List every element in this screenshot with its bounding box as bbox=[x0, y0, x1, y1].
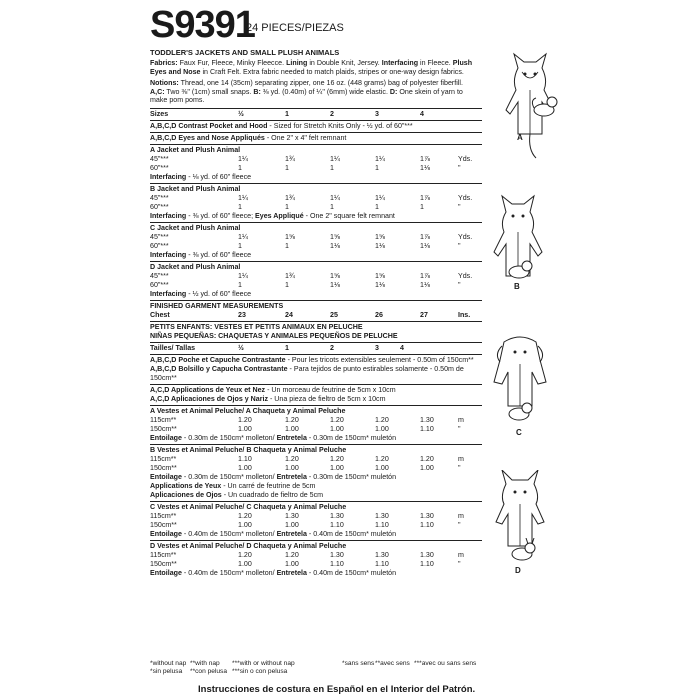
yardage-value: 1¼ bbox=[375, 154, 385, 163]
yardage-value: 1.00 bbox=[420, 463, 434, 472]
yardage-value: 1.20 bbox=[375, 454, 389, 463]
notions-text: Notions: Thread, one 14 (35cm) separating zipper, one 16 oz. (448 grams) bag of polyester fiberfill. A,C: Two ⅜" (1cm) small snaps. B: ⅜ yd. (0.40m) of ¼" (6mm) wide elastic. D: One skein of yarn to make pom poms. bbox=[150, 79, 463, 104]
yardage-value: 1.20 bbox=[330, 415, 344, 424]
yardage-value: 1.20 bbox=[238, 511, 252, 520]
yardage-value: 1¼ bbox=[238, 154, 248, 163]
yardage-row bbox=[150, 512, 482, 521]
yardage-value: m bbox=[458, 454, 464, 463]
yardage-value: 1⅛ bbox=[420, 241, 430, 250]
yardage-value: 1 bbox=[420, 202, 424, 211]
interfacing-note: Interfacing - ⅜ yd. of 60" fleece; Eyes Appliqué - One 2" square felt remnant bbox=[150, 211, 395, 220]
yardage-value: 1.10 bbox=[330, 520, 344, 529]
yardage-value: 1 bbox=[285, 163, 289, 172]
pattern-number: S9391 bbox=[150, 4, 255, 46]
contrast-note-fr: A,B,C,D Poche et Capuche Contrastante - Pour les tricots extensibles seulement - 0.50m of 150cm** bbox=[150, 354, 482, 365]
yardage-value: 1⅝ bbox=[375, 232, 385, 241]
yardage-value: 1 bbox=[330, 202, 334, 211]
yardage-value: 1¼ bbox=[330, 154, 340, 163]
yardage-value: 1¾ bbox=[285, 154, 295, 163]
yardage-value: 1.10 bbox=[375, 520, 389, 529]
fabric-width: 150cm** bbox=[150, 559, 177, 568]
fabric-width: 45"*** bbox=[150, 232, 169, 241]
yardage-value: m bbox=[458, 550, 464, 559]
yardage-value: 1 bbox=[375, 202, 379, 211]
yardage-value: 1⅞ bbox=[420, 193, 430, 202]
view-b-heading: B Jacket and Plush Animal bbox=[150, 183, 482, 194]
yardage-value: 1⅛ bbox=[420, 280, 430, 289]
yardage-value: 1⅞ bbox=[420, 232, 430, 241]
figure-label-c: C bbox=[516, 428, 522, 437]
yardage-value: 1 bbox=[330, 163, 334, 172]
piece-count: 24 PIECES/PIEZAS bbox=[246, 22, 344, 34]
spanish-instructions-note: Instrucciones de costura en Español en el Interior del Patrón. bbox=[198, 684, 476, 695]
yardage-value: 1.20 bbox=[285, 550, 299, 559]
yardage-value: " bbox=[458, 241, 461, 250]
yardage-value: 1.20 bbox=[420, 454, 434, 463]
view-c-heading: C Vestes et Animal Peluche/ C Chaqueta y Animal Peluche bbox=[150, 501, 482, 512]
yardage-row bbox=[150, 272, 482, 281]
yardage-value: 1.10 bbox=[238, 454, 252, 463]
fabric-width: 150cm** bbox=[150, 463, 177, 472]
yardage-value: 1⅝ bbox=[330, 232, 340, 241]
yardage-value: Yds. bbox=[458, 271, 473, 280]
yardage-value: 1 bbox=[375, 163, 379, 172]
fabric-width: 45"*** bbox=[150, 271, 169, 280]
yardage-value: 1.10 bbox=[375, 559, 389, 568]
view-c-heading: C Jacket and Plush Animal bbox=[150, 222, 482, 233]
eyes-applique-note: Applications de Yeux - Un carré de feutrine de 5cm bbox=[150, 481, 316, 490]
yardage-value: 1.10 bbox=[330, 559, 344, 568]
fabric-width: 115cm** bbox=[150, 454, 177, 463]
yardage-row bbox=[150, 233, 482, 242]
fabric-width: 60"*** bbox=[150, 280, 169, 289]
yardage-value: " bbox=[458, 520, 461, 529]
fabric-width: 115cm** bbox=[150, 550, 177, 559]
finished-heading: FINISHED GARMENT MEASUREMENTS bbox=[150, 300, 482, 311]
yardage-value: 1.00 bbox=[375, 424, 389, 433]
eyes-applique-note-es: Aplicaciones de Ojos - Un cuadrado de fieltro de 5cm bbox=[150, 490, 324, 499]
yardage-value: " bbox=[458, 463, 461, 472]
yardage-row bbox=[150, 425, 482, 434]
yardage-value: 1.00 bbox=[238, 520, 252, 529]
yardage-value: 1⅞ bbox=[420, 271, 430, 280]
yardage-value: 1 bbox=[238, 241, 242, 250]
yardage-value: 1.30 bbox=[375, 511, 389, 520]
yardage-value: 1⅞ bbox=[420, 154, 430, 163]
eyes-note-fr: A,C,D Applications de Yeux et Nez - Un morceau de feutrine de 5cm x 10cm bbox=[150, 384, 482, 395]
chest-row: Chest 23 24 25 26 27 Ins. bbox=[150, 310, 471, 319]
yardage-value: " bbox=[458, 424, 461, 433]
fabric-width: 115cm** bbox=[150, 511, 177, 520]
yardage-value: 1.00 bbox=[285, 520, 299, 529]
yardage-value: 1⅝ bbox=[375, 271, 385, 280]
yardage-value: 1¼ bbox=[375, 193, 385, 202]
yardage-value: 1⅛ bbox=[375, 241, 385, 250]
fabrics-text: Fabrics: Faux Fur, Fleece, Minky Fleecce. Lining in Double Knit, Jersey. Interfacing in Fleece. Plush Eyes and Nose in Craft Felt. Extra fabric needed to match plaids, stripes or one-way design fabrics. bbox=[150, 59, 473, 76]
fabric-width: 150cm** bbox=[150, 520, 177, 529]
yardage-value: 1.00 bbox=[285, 424, 299, 433]
yardage-value: 1¼ bbox=[330, 193, 340, 202]
yardage-value: 1.00 bbox=[285, 559, 299, 568]
yardage-row bbox=[150, 281, 482, 290]
yardage-value: 1 bbox=[238, 163, 242, 172]
yardage-value: 1¾ bbox=[285, 193, 295, 202]
interfacing-note: Interfacing - ⅜ yd. of 60" fleece bbox=[150, 250, 252, 259]
yardage-value: 1.00 bbox=[238, 559, 252, 568]
yardage-value: 1.20 bbox=[285, 454, 299, 463]
view-a-heading: A Jacket and Plush Animal bbox=[150, 144, 482, 155]
yardage-value: 1.30 bbox=[375, 550, 389, 559]
fabric-width: 60"*** bbox=[150, 163, 169, 172]
yardage-value: 1⅛ bbox=[375, 280, 385, 289]
yardage-row bbox=[150, 560, 482, 569]
yardage-value: 1.10 bbox=[420, 559, 434, 568]
yardage-value: 1¾ bbox=[285, 271, 295, 280]
yardage-value: 1.00 bbox=[238, 424, 252, 433]
figure-label-a: A bbox=[517, 133, 523, 142]
contrast-note: A,B,C,D Contrast Pocket and Hood - Sized for Stretch Knits Only - ½ yd. of 60"*** bbox=[150, 120, 482, 131]
french-title: PETITS ENFANTS: VESTES ET PETITS ANIMAUX EN PELUCHE bbox=[150, 321, 482, 332]
yardage-value: 1.30 bbox=[330, 511, 344, 520]
yardage-value: 1.30 bbox=[420, 550, 434, 559]
yardage-value: 1¼ bbox=[238, 271, 248, 280]
fabric-width: 115cm** bbox=[150, 415, 177, 424]
yardage-value: Yds. bbox=[458, 232, 473, 241]
yardage-row bbox=[150, 551, 482, 560]
yardage-row bbox=[150, 416, 482, 425]
english-yardage bbox=[150, 144, 482, 299]
yardage-value: Yds. bbox=[458, 193, 473, 202]
view-d-heading: D Jacket and Plush Animal bbox=[150, 261, 482, 272]
plush-animal-b-icon bbox=[505, 258, 535, 280]
yardage-value: 1⅝ bbox=[330, 271, 340, 280]
yardage-row bbox=[150, 455, 482, 464]
yardage-value: 1.20 bbox=[375, 415, 389, 424]
fabric-width: 45"*** bbox=[150, 154, 169, 163]
yardage-row bbox=[150, 464, 482, 473]
contrast-note-es: A,B,C,D Bolsillo y Capucha Contrastante - Para tejidos de punto estirables solamente - 0.50m de 150cm** bbox=[150, 364, 464, 382]
yardage-value: 1.20 bbox=[238, 415, 252, 424]
yardage-value: " bbox=[458, 280, 461, 289]
yardage-chart bbox=[150, 48, 482, 578]
figure-label-b: B bbox=[514, 282, 520, 291]
yardage-value: 1¼ bbox=[238, 232, 248, 241]
yardage-value: 1.00 bbox=[375, 463, 389, 472]
yardage-value: 1 bbox=[238, 202, 242, 211]
figure-label-d: D bbox=[515, 566, 521, 575]
interfacing-note: Entoilage - 0.40m de 150cm* molleton/ Entretela - 0.40m de 150cm* muletón bbox=[150, 529, 397, 538]
tailles-row: Tailles/ Tallas ½ 1 2 3 4 bbox=[150, 342, 482, 353]
yardage-value: " bbox=[458, 202, 461, 211]
interfacing-note: Entoilage - 0.30m de 150cm* molleton/ Entretela - 0.30m de 150cm* muletón bbox=[150, 472, 397, 481]
yardage-value: 1 bbox=[285, 280, 289, 289]
plush-animal-c-icon bbox=[505, 400, 535, 422]
yardage-value: 1.30 bbox=[330, 550, 344, 559]
yardage-value: 1.30 bbox=[420, 415, 434, 424]
yardage-value: 1⅝ bbox=[285, 232, 295, 241]
fabric-width: 150cm** bbox=[150, 424, 177, 433]
yardage-row bbox=[150, 155, 482, 164]
yardage-row bbox=[150, 521, 482, 530]
yardage-value: 1.00 bbox=[330, 424, 344, 433]
yardage-value: 1.00 bbox=[285, 463, 299, 472]
yardage-value: 1.00 bbox=[330, 463, 344, 472]
yardage-value: 1⅛ bbox=[420, 163, 430, 172]
yardage-value: 1 bbox=[285, 241, 289, 250]
yardage-row bbox=[150, 203, 482, 212]
yardage-value: 1.10 bbox=[420, 424, 434, 433]
eyes-note-es: A,C,D Aplicaciones de Ojos y Nariz - Una pieza de fieltro de 5cm x 10cm bbox=[150, 394, 386, 403]
interfacing-note: Interfacing - ⅛ yd. of 60" fleece bbox=[150, 172, 252, 181]
yardage-row bbox=[150, 194, 482, 203]
yardage-value: 1.10 bbox=[420, 520, 434, 529]
interfacing-note: Entoilage - 0.40m de 150cm* molleton/ Entretela - 0.40m de 150cm* muletón bbox=[150, 568, 397, 577]
yardage-value: 1.00 bbox=[238, 463, 252, 472]
footnotes: *without nap **with nap ***with or without nap *sans sens **avec sens ***avec ou sans sens *sin pelusa **con pelusa ***sin o con pelusa bbox=[150, 660, 477, 675]
yardage-value: 1.20 bbox=[285, 415, 299, 424]
view-d-heading: D Vestes et Animal Peluche/ D Chaqueta y Animal Peluche bbox=[150, 540, 482, 551]
pattern-title: TODDLER'S JACKETS AND SMALL PLUSH ANIMALS bbox=[150, 48, 340, 57]
spanish-title: NIÑAS PEQUEÑAS: CHAQUETAS Y ANIMALES PEQUEÑOS DE PELUCHE bbox=[150, 331, 398, 340]
yardage-row bbox=[150, 164, 482, 173]
yardage-value: m bbox=[458, 415, 464, 424]
yardage-value: " bbox=[458, 163, 461, 172]
yardage-row bbox=[150, 242, 482, 251]
yardage-value: 1¼ bbox=[238, 193, 248, 202]
plush-animal-a-icon bbox=[530, 92, 560, 122]
yardage-value: 1 bbox=[238, 280, 242, 289]
yardage-value: m bbox=[458, 511, 464, 520]
yardage-value: 1 bbox=[285, 202, 289, 211]
yardage-value: 1⅛ bbox=[330, 280, 340, 289]
yardage-value: 1.20 bbox=[238, 550, 252, 559]
yardage-value: Yds. bbox=[458, 154, 473, 163]
interfacing-note: Entoilage - 0.30m de 150cm* molleton/ Entretela - 0.30m de 150cm* muletón bbox=[150, 433, 397, 442]
view-a-heading: A Vestes et Animal Peluche/ A Chaqueta y Animal Peluche bbox=[150, 405, 482, 416]
eyes-note: A,B,C,D Eyes and Nose Appliqués - One 2" x 4" felt remnant bbox=[150, 132, 482, 143]
plush-animal-d-icon bbox=[508, 538, 538, 564]
fabric-width: 45"*** bbox=[150, 193, 169, 202]
fabric-width: 60"*** bbox=[150, 202, 169, 211]
metric-yardage bbox=[150, 405, 482, 578]
interfacing-note: Interfacing - ½ yd. of 60" fleece bbox=[150, 289, 252, 298]
yardage-value: 1.20 bbox=[330, 454, 344, 463]
yardage-value: " bbox=[458, 559, 461, 568]
yardage-value: 1⅛ bbox=[330, 241, 340, 250]
yardage-value: 1.30 bbox=[285, 511, 299, 520]
fabric-width: 60"*** bbox=[150, 241, 169, 250]
view-b-heading: B Vestes et Animal Peluche/ B Chaqueta y Animal Peluche bbox=[150, 444, 482, 455]
yardage-value: 1.30 bbox=[420, 511, 434, 520]
sizes-row: Sizes ½ 1 2 3 4 bbox=[150, 108, 482, 119]
figure-b-jacket-fox bbox=[488, 190, 548, 310]
